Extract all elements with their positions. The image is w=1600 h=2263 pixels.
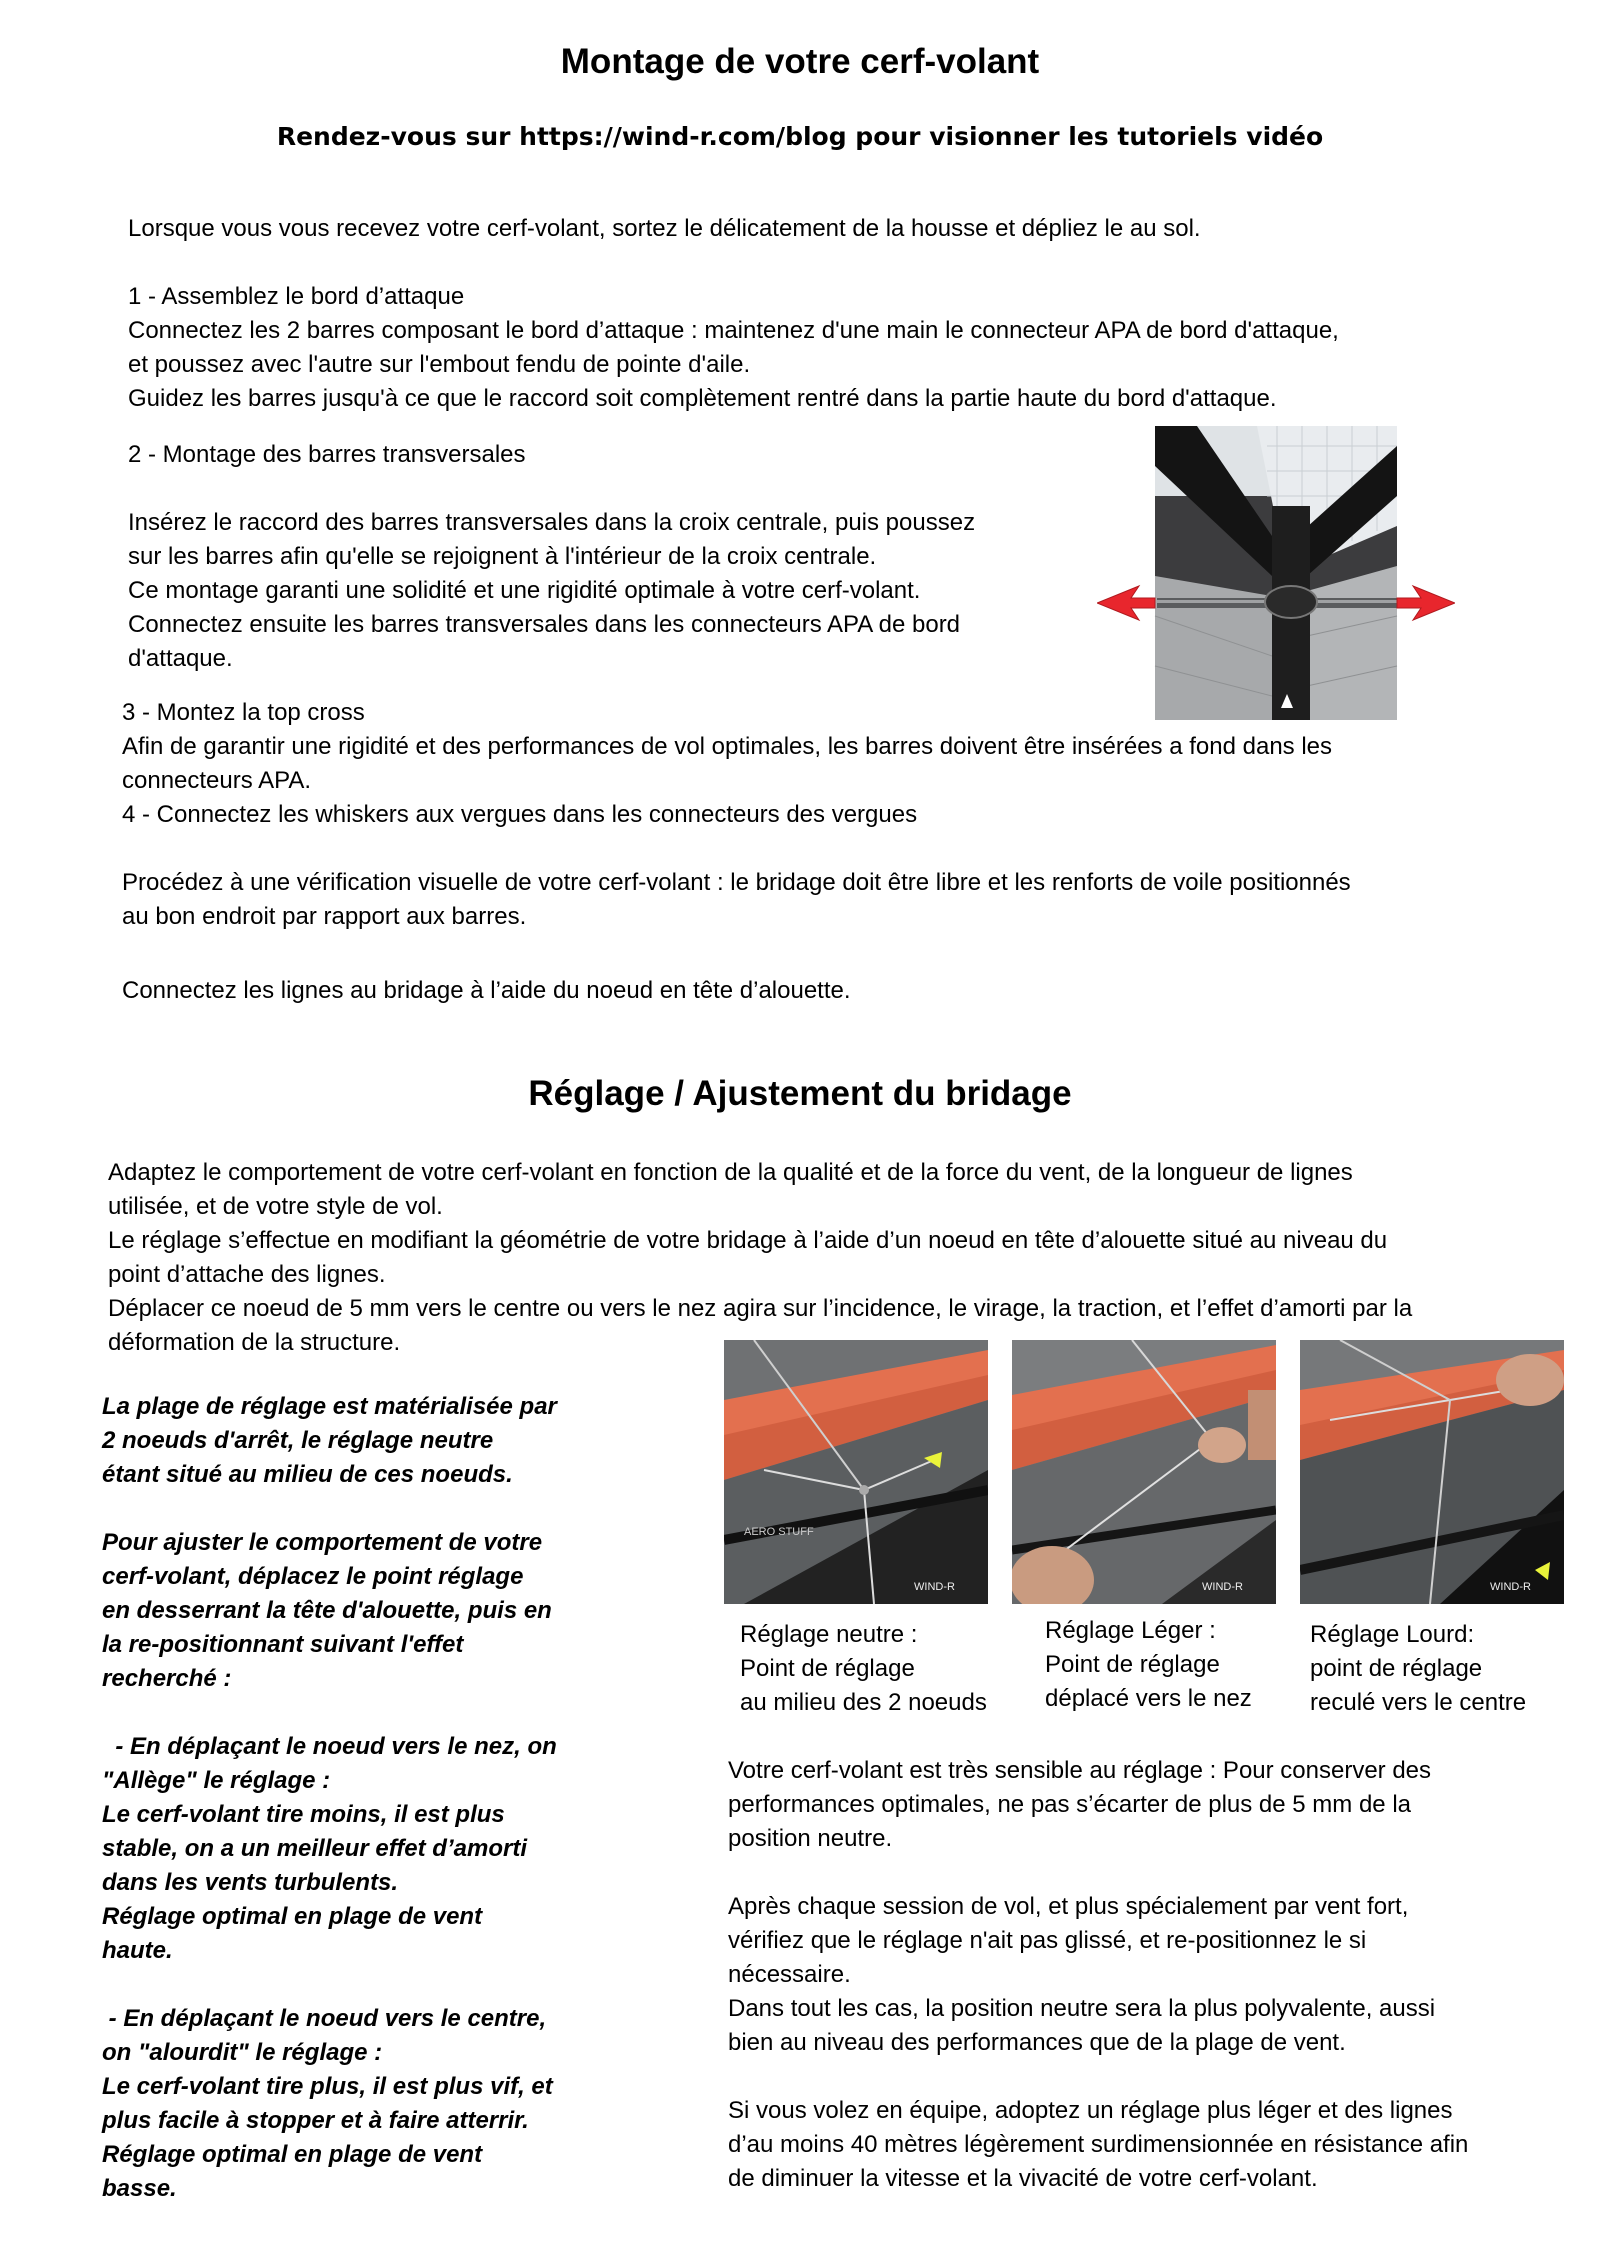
right-line: [728, 2060, 1468, 2094]
caption-line: Réglage Lourd:: [1310, 1621, 1475, 1648]
step2-line: Ce montage garanti une solidité et une rigidité optimale à votre cerf-volant.: [128, 577, 921, 604]
left-line: Le cerf-volant tire moins, il est plus: [102, 1801, 505, 1828]
center-cross-photo: [1097, 426, 1455, 720]
section2-intro-line: déformation de la structure.: [108, 1329, 401, 1356]
step1-heading: 1 - Assemblez le bord d’attaque: [128, 283, 465, 310]
step1-block: [128, 280, 1339, 416]
caption-line: Point de réglage: [740, 1655, 915, 1682]
left-line: 2 noeuds d'arrêt, le réglage neutre: [102, 1427, 494, 1454]
right-line: position neutre.: [728, 1825, 893, 1852]
left-line: Réglage optimal en plage de vent: [102, 1903, 483, 1930]
caption-neutral: [740, 1618, 987, 1720]
caption-line: point de réglage: [1310, 1655, 1483, 1682]
step3-line: connecteurs APA.: [122, 767, 311, 794]
left-line: - En déplaçant le noeud vers le nez, on: [102, 1733, 557, 1760]
step2-line: Connectez ensuite les barres transversales dans les connecteurs APA de bord: [128, 611, 961, 638]
right-line: vérifiez que le réglage n'ait pas glissé, et re-positionnez le si: [728, 1927, 1367, 1954]
step2-block: [128, 506, 975, 676]
right-line: d’au moins 40 mètres légèrement surdimensionnée en résistance afin: [728, 2131, 1469, 2158]
left-line: La plage de réglage est matérialisée par: [102, 1393, 557, 1420]
right-line: Si vous volez en équipe, adoptez un réglage plus léger et des lignes: [728, 2097, 1453, 2124]
section2-intro-line: Adaptez le comportement de votre cerf-volant en fonction de la qualité et de la force du vent, de la longueur de lignes: [108, 1159, 1353, 1186]
left-line: dans les vents turbulents.: [102, 1869, 399, 1896]
left-line: on "alourdit" le réglage :: [102, 2039, 383, 2066]
right-line: [728, 1856, 1468, 1890]
caption-line: au milieu des 2 noeuds: [740, 1689, 987, 1716]
caption-line: déplacé vers le nez: [1045, 1685, 1252, 1712]
section2-intro: [108, 1156, 1412, 1360]
left-line: étant situé au milieu de ces noeuds.: [102, 1461, 513, 1488]
verification-line: Procédez à une vérification visuelle de votre cerf-volant : le bridage doit être libre et les renforts de voile positionnés: [122, 869, 1351, 896]
left-line: plus facile à stopper et à faire atterrir.: [102, 2107, 529, 2134]
left-line: Réglage optimal en plage de vent: [102, 2141, 483, 2168]
right-line: bien au niveau des performances que de la plage de vent.: [728, 2029, 1346, 2056]
left-line: haute.: [102, 1937, 173, 1964]
caption-line: reculé vers le centre: [1310, 1689, 1527, 1716]
step3-line: Afin de garantir une rigidité et des performances de vol optimales, les barres doivent être insérées a fond dans les: [122, 733, 1333, 760]
section2-intro-line: point d’attache des lignes.: [108, 1261, 386, 1288]
step2-line: Insérez le raccord des barres transversales dans la croix centrale, puis poussez: [128, 509, 976, 536]
left-line: recherché :: [102, 1665, 232, 1692]
photo-neutral: [724, 1340, 988, 1604]
right-column-text: [728, 1754, 1468, 2196]
left-line: - En déplaçant le noeud vers le centre,: [102, 2005, 547, 2032]
step3-block: [122, 696, 1332, 832]
right-line: Après chaque session de vol, et plus spécialement par vent fort,: [728, 1893, 1409, 1920]
photo-label: AERO STUFF: [744, 1526, 814, 1538]
right-line: performances optimales, ne pas s’écarter de plus de 5 mm de la: [728, 1791, 1412, 1818]
left-line: Pour ajuster le comportement de votre: [102, 1529, 543, 1556]
step3-heading: 3 - Montez la top cross: [122, 699, 365, 726]
page-subtitle: Rendez-vous sur https://wind-r.com/blog pour visionner les tutoriels vidéo: [276, 122, 1324, 151]
left-line: en desserrant la tête d'alouette, puis en: [102, 1597, 552, 1624]
step2-line: d'attaque.: [128, 645, 233, 672]
step2-line: sur les barres afin qu'elle se rejoignent à l'intérieur de la croix centrale.: [128, 543, 877, 570]
step2-heading: 2 - Montage des barres transversales: [128, 441, 526, 468]
step1-line: et poussez avec l'autre sur l'embout fendu de pointe d'aile.: [128, 351, 751, 378]
step1-line: Connectez les 2 barres composant le bord d’attaque : maintenez d'une main le connecteur APA de bord d'attaque,: [128, 317, 1339, 344]
left-line: [102, 1696, 557, 1730]
section2-title: Réglage / Ajustement du bridage: [528, 1074, 1072, 1113]
photo-heavy: [1300, 1340, 1564, 1604]
intro-paragraph: Lorsque vous vous recevez votre cerf-volant, sortez le délicatement de la housse et dépliez le au sol.: [128, 215, 1201, 242]
left-line: "Allège" le réglage :: [102, 1767, 331, 1794]
right-line: nécessaire.: [728, 1961, 851, 1988]
step4-heading: 4 - Connectez les whiskers aux vergues dans les connecteurs des vergues: [122, 801, 918, 828]
left-line: la re-positionnant suivant l'effet: [102, 1631, 464, 1658]
verification-line: au bon endroit par rapport aux barres.: [122, 903, 527, 930]
lines-note: Connectez les lignes au bridage à l’aide du noeud en tête d’alouette.: [122, 977, 851, 1004]
verification-block: [122, 866, 1351, 934]
left-column-text: [102, 1390, 557, 2206]
photo-label: WIND-R: [1202, 1581, 1243, 1593]
left-line: [102, 1492, 557, 1526]
section2-intro-line: Le réglage s’effectue en modifiant la géométrie de votre bridage à l’aide d’un noeud en tête d’alouette situé au niveau du: [108, 1227, 1388, 1254]
photo-light: [1012, 1340, 1276, 1604]
page-title: Montage de votre cerf-volant: [560, 42, 1040, 81]
caption-light: [1045, 1614, 1252, 1716]
left-line: [102, 1968, 557, 2002]
caption-heavy: [1310, 1618, 1526, 1720]
left-line: Le cerf-volant tire plus, il est plus vif, et: [102, 2073, 553, 2100]
section2-intro-line: utilisée, et de votre style de vol.: [108, 1193, 443, 1220]
caption-line: Point de réglage: [1045, 1651, 1220, 1678]
right-line: Dans tout les cas, la position neutre sera la plus polyvalente, aussi: [728, 1995, 1436, 2022]
photo-label: WIND-R: [1490, 1581, 1531, 1593]
caption-line: Réglage Léger :: [1045, 1617, 1216, 1644]
left-line: cerf-volant, déplacez le point réglage: [102, 1563, 524, 1590]
right-line: de diminuer la vitesse et la vivacité de votre cerf-volant.: [728, 2165, 1318, 2192]
left-line: basse.: [102, 2175, 177, 2202]
right-line: Votre cerf-volant est très sensible au réglage : Pour conserver des: [728, 1757, 1432, 1784]
section2-intro-line: Déplacer ce noeud de 5 mm vers le centre ou vers le nez agira sur l’incidence, le virage, la traction, et l’effet d’amorti par la: [108, 1295, 1413, 1322]
left-line: stable, on a un meilleur effet d’amorti: [102, 1835, 527, 1862]
caption-line: Réglage neutre :: [740, 1621, 918, 1648]
step1-line: Guidez les barres jusqu'à ce que le raccord soit complètement rentré dans la partie haute du bord d'attaque.: [128, 385, 1277, 412]
photo-label: WIND-R: [914, 1581, 955, 1593]
